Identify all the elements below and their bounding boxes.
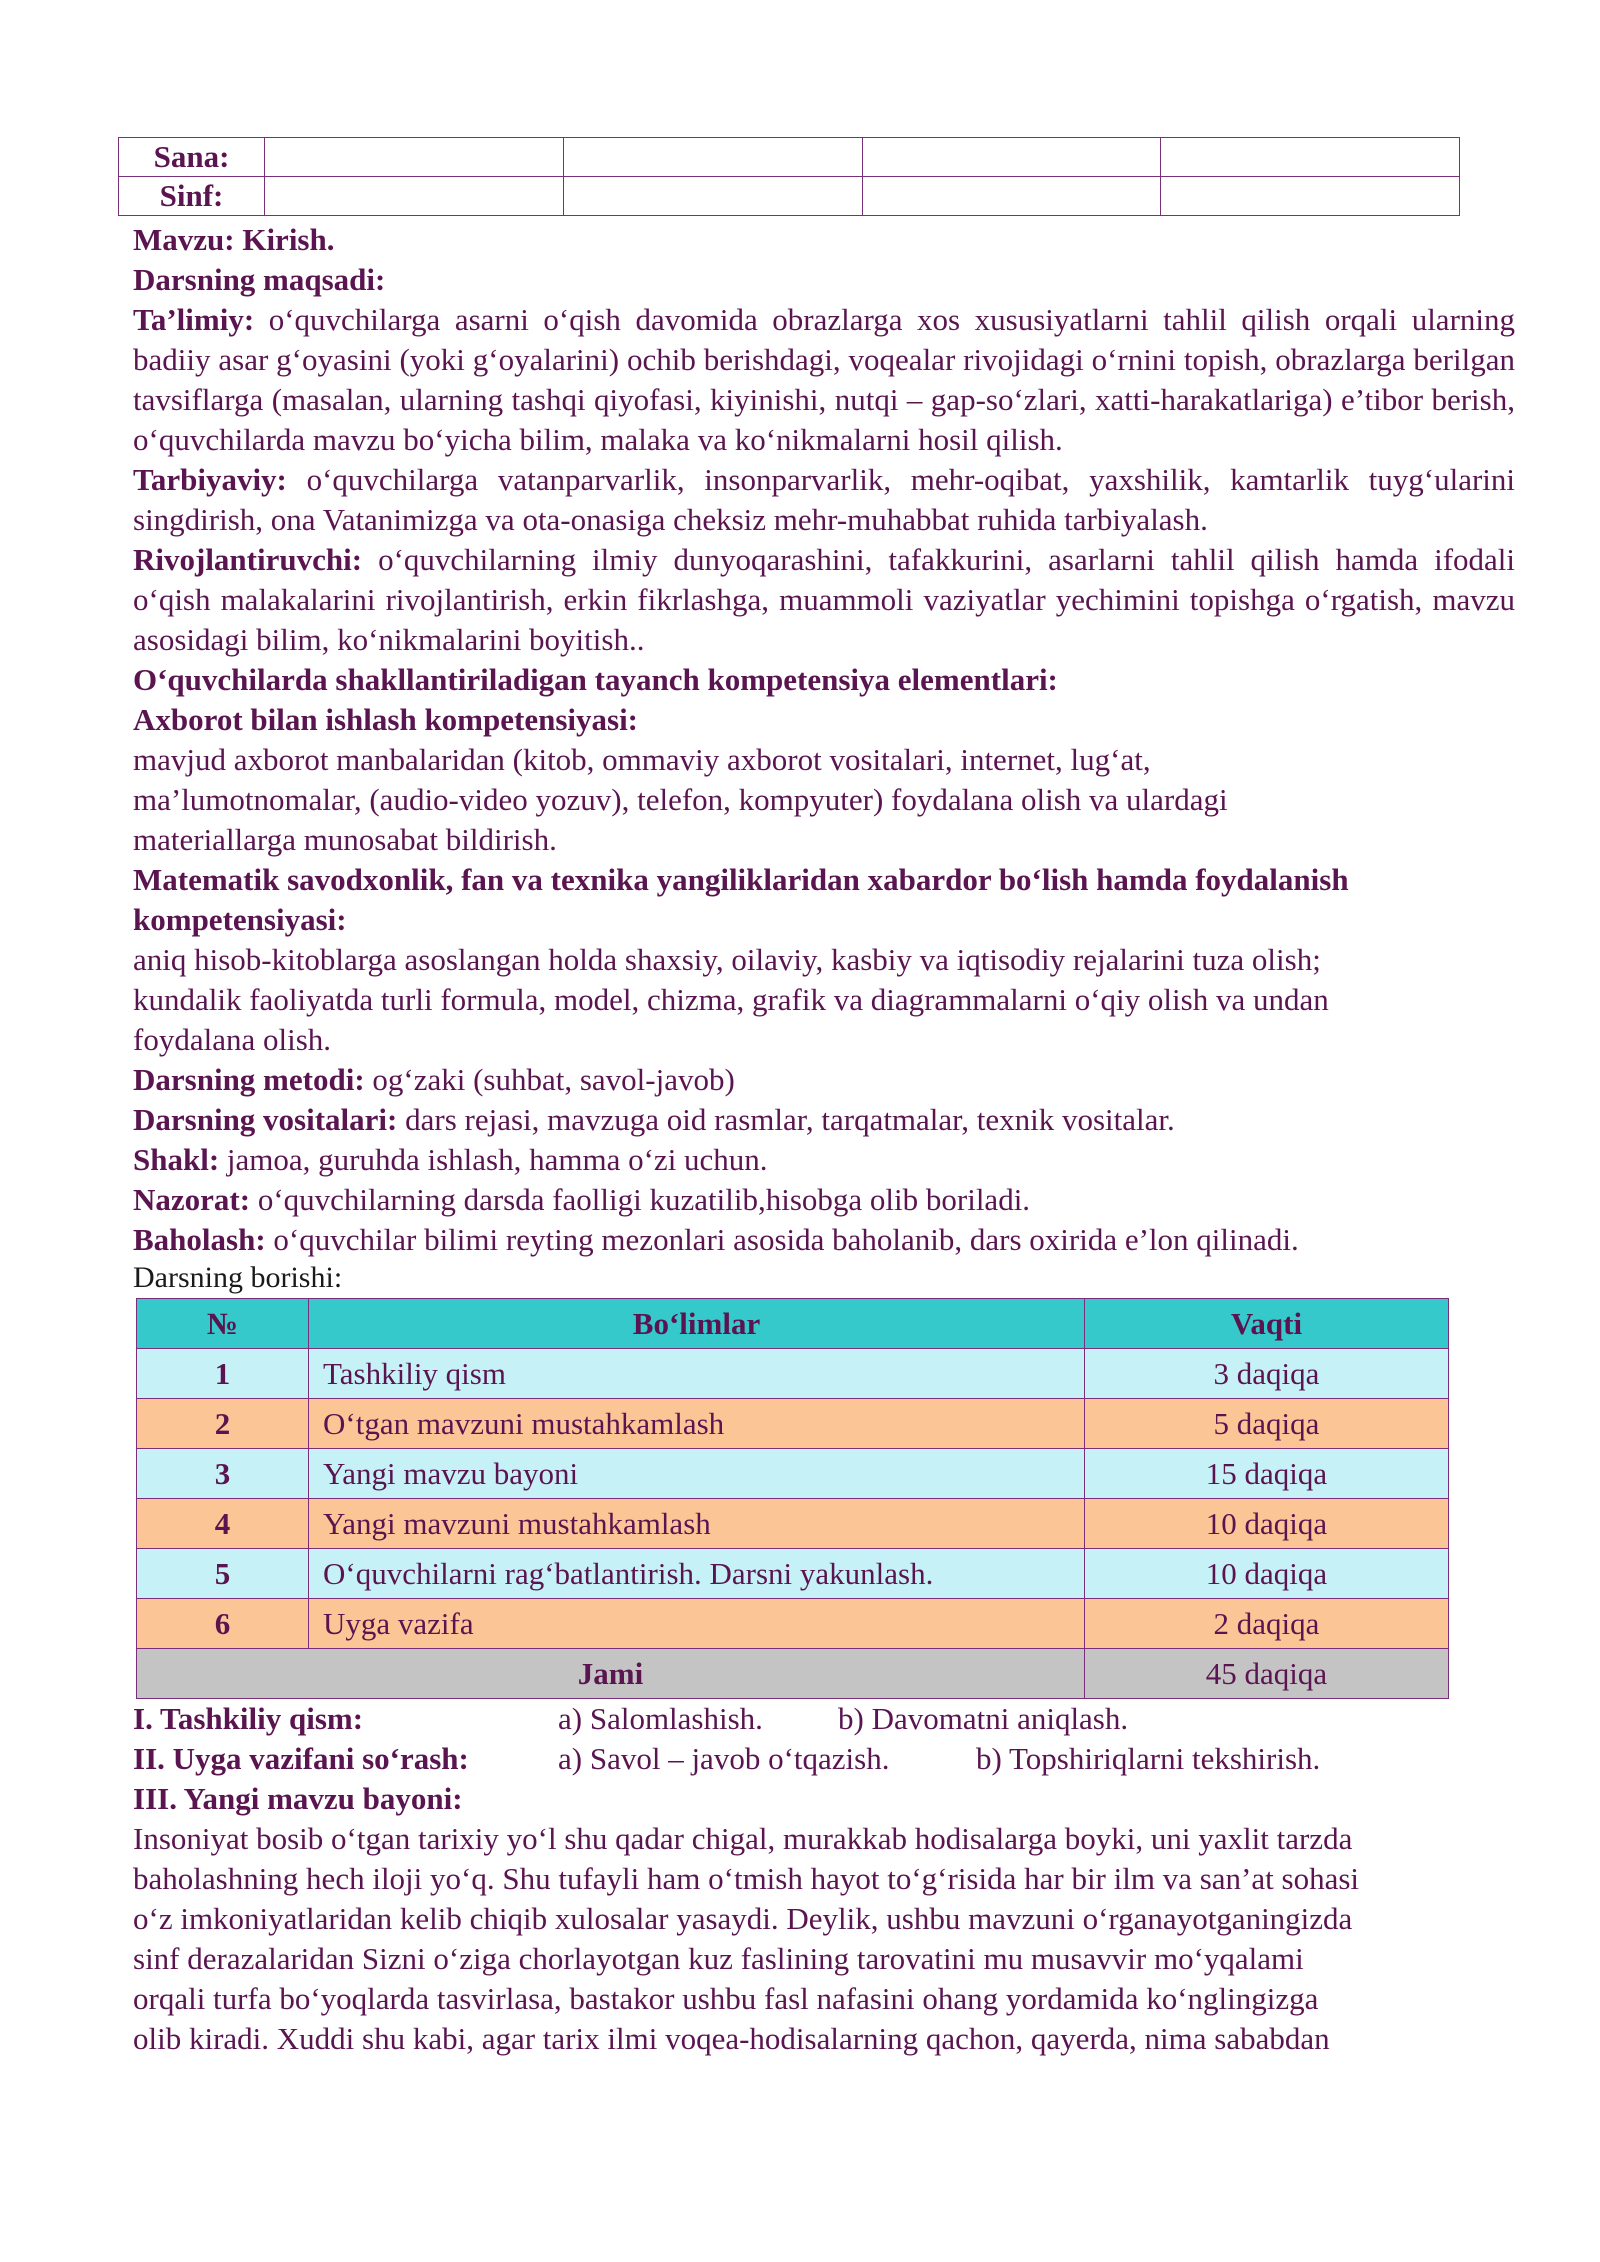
- developmental-goal-label: Rivojlantiruvchi:: [133, 542, 363, 577]
- new-topic-line: sinf derazalaridan Sizni o‘ziga chorlayotgan kuz faslining tarovatini mu musavvir mo‘yqalami: [133, 1941, 1304, 1976]
- lesson-tools-text: dars rejasi, mavzuga oid rasmlar, tarqatmalar, texnik vositalar.: [405, 1102, 1175, 1137]
- step-organization-label: I. Tashkiliy qism:: [133, 1701, 364, 1736]
- row-time: 10 daqiqa: [1085, 1549, 1449, 1599]
- math-competency-line: kundalik faoliyatda turli formula, model, chizma, grafik va diagrammalarni o‘qiy olish va undan: [133, 982, 1329, 1017]
- new-topic-line: o‘z imkoniyatlaridan kelib chiqib xulosalar yasaydi. Deylik, ushbu mavzuni o‘rganayotganingizda: [133, 1901, 1353, 1936]
- table-row: [137, 1599, 1449, 1649]
- math-competency-title: Matematik savodxonlik, fan va texnika yangiliklaridan xabardor bo‘lish hamda foydalanish kompetensiyasi:: [133, 862, 1349, 937]
- total-label: Jami: [137, 1649, 1085, 1699]
- row-number: 1: [137, 1349, 309, 1399]
- lesson-form: [133, 1140, 1515, 1180]
- lesson-flow-title: Darsning borishi:: [133, 1261, 343, 1294]
- sinf-cell: [265, 177, 564, 216]
- sana-label: Sana:: [119, 138, 265, 177]
- topic-title: Mavzu: Kirish.: [133, 222, 335, 257]
- lesson-assessment-label: Baholash:: [133, 1222, 266, 1257]
- sana-row: [119, 138, 1460, 177]
- sana-cell: [563, 138, 862, 177]
- lesson-tools: [133, 1100, 1515, 1140]
- row-time: 10 daqiqa: [1085, 1499, 1449, 1549]
- new-topic-line: baholashning hech iloji yo‘q. Shu tufayli ham o‘tmish hayot to‘g‘risida har bir ilm va san’at sohasi: [133, 1861, 1359, 1896]
- table-row: [137, 1499, 1449, 1549]
- info-competency-line: ma’lumotnomalar, (audio-video yozuv), telefon, kompyuter) foydalana olish va ulardagi: [133, 782, 1228, 817]
- row-time: 2 daqiqa: [1085, 1599, 1449, 1649]
- row-number: 4: [137, 1499, 309, 1549]
- total-time: 45 daqiqa: [1085, 1649, 1449, 1699]
- developmental-goal-text: o‘quvchilarning ilmiy dunyoqarashini, tafakkurini, asarlarni tahlil qilish hamda ifodali o‘qish malakalarini rivojlantirish, erkin fikrlashga, muammoli vaziyatlar yechimini topishga o‘rgatish, mavzu asosidagi bilim, ko‘nikmalarini boyitish..: [133, 542, 1516, 657]
- sinf-cell: [1161, 177, 1460, 216]
- sinf-label: Sinf:: [119, 177, 265, 216]
- info-competency-line: materiallarga munosabat bildirish.: [133, 822, 557, 857]
- row-number: 5: [137, 1549, 309, 1599]
- math-competency-line: foydalana olish.: [133, 1022, 332, 1057]
- educational-goal: [133, 300, 1515, 460]
- lesson-method-text: og‘zaki (suhbat, savol-javob): [372, 1062, 735, 1097]
- upbringing-goal-text: o‘quvchilarga vatanparvarlik, insonparvarlik, mehr-oqibat, yaxshilik, kamtarlik tuyg‘ularini singdirish, ona Vatanimizga va ota-onasiga cheksiz mehr-muhabbat ruhida tarbiyalash.: [133, 462, 1516, 537]
- row-number: 6: [137, 1599, 309, 1649]
- step-homework-check: [133, 1739, 1515, 1779]
- math-competency-line: aniq hisob-kitoblarga asoslangan holda shaxsiy, oilaviy, kasbiy va iqtisodiy rejalarini tuza olish;: [133, 942, 1321, 977]
- row-section: Yangi mavzuni mustahkamlash: [309, 1499, 1085, 1549]
- lesson-flow-table: [136, 1298, 1449, 1699]
- row-section: Tashkiliy qism: [309, 1349, 1085, 1399]
- new-topic-line: Insoniyat bosib o‘tgan tarixiy yo‘l shu qadar chigal, murakkab hodisalarga boyki, uni yaxlit tarzda: [133, 1821, 1353, 1856]
- step-homework-check-b: b) Topshiriqlarni tekshirish.: [976, 1741, 1321, 1776]
- date-class-table: [118, 137, 1460, 216]
- lesson-tools-label: Darsning vositalari:: [133, 1102, 398, 1137]
- educational-goal-text: o‘quvchilarga asarni o‘qish davomida obrazlarga xos xususiyatlarni tahlil qilish orqali ularning badiiy asar g‘oyasini (yoki g‘oyalarini) ochib berishdagi, voqealar rivojidagi o‘rnini topish, obrazlarga berilgan tavsiflarga (masalan, ularning tashqi qiyofasi, kiyinishi, nutqi – gap-so‘zlari, xatti-harakatlariga) e’tibor berish, o‘quvchilarda mavzu bo‘yicha bilim, malaka va ko‘nikmalarni hosil qilish.: [133, 302, 1516, 457]
- info-competency-line: mavjud axborot manbalaridan (kitob, ommaviy axborot vositalari, internet, lug‘at,: [133, 742, 1151, 777]
- sinf-cell: [862, 177, 1161, 216]
- sana-cell: [862, 138, 1161, 177]
- lesson-method: [133, 1060, 1515, 1100]
- row-time: 3 daqiqa: [1085, 1349, 1449, 1399]
- step-new-topic-label: III. Yangi mavzu bayoni:: [133, 1781, 463, 1816]
- new-topic-line: olib kiradi. Xuddi shu kabi, agar tarix ilmi voqea-hodisalarning qachon, qayerda, nima sababdan: [133, 2021, 1330, 2056]
- table-row: [137, 1399, 1449, 1449]
- sana-cell: [1161, 138, 1460, 177]
- competencies-title: O‘quvchilarda shakllantiriladigan tayanch kompetensiya elementlari:: [133, 662, 1058, 697]
- lesson-control-text: o‘quvchilarning darsda faolligi kuzatilib,hisobga olib boriladi.: [257, 1182, 1031, 1217]
- row-number: 3: [137, 1449, 309, 1499]
- lesson-control: [133, 1180, 1515, 1220]
- lesson-plan-content: [133, 220, 1515, 2059]
- lesson-form-text: jamoa, guruhda ishlash, hamma o‘zi uchun.: [226, 1142, 768, 1177]
- sinf-row: [119, 177, 1460, 216]
- sinf-cell: [563, 177, 862, 216]
- row-section: Yangi mavzu bayoni: [309, 1449, 1085, 1499]
- step-organization-a: a) Salomlashish.: [558, 1701, 763, 1736]
- goals-title: Darsning maqsadi:: [133, 262, 386, 297]
- row-section: Uyga vazifa: [309, 1599, 1085, 1649]
- row-time: 5 daqiqa: [1085, 1399, 1449, 1449]
- developmental-goal: [133, 540, 1515, 660]
- lesson-assessment: [133, 1220, 1515, 1260]
- header-sections: Bo‘limlar: [309, 1299, 1085, 1349]
- step-homework-check-a: a) Savol – javob o‘tqazish.: [558, 1741, 890, 1776]
- upbringing-goal-label: Tarbiyaviy:: [133, 462, 287, 497]
- row-number: 2: [137, 1399, 309, 1449]
- step-organization: [133, 1699, 1515, 1739]
- table-row: [137, 1349, 1449, 1399]
- step-organization-b: b) Davomatni aniqlash.: [838, 1701, 1129, 1736]
- lesson-control-label: Nazorat:: [133, 1182, 251, 1217]
- lesson-method-label: Darsning metodi:: [133, 1062, 365, 1097]
- table-total-row: [137, 1649, 1449, 1699]
- info-competency-title: Axborot bilan ishlash kompetensiyasi:: [133, 702, 639, 737]
- row-section: O‘quvchilarni rag‘batlantirish. Darsni yakunlash.: [309, 1549, 1085, 1599]
- upbringing-goal: [133, 460, 1515, 540]
- header-time: Vaqti: [1085, 1299, 1449, 1349]
- header-number: №: [137, 1299, 309, 1349]
- new-topic-line: orqali turfa bo‘yoqlarda tasvirlasa, bastakor ushbu fasl nafasini ohang yordamida ko‘nglingizga: [133, 1981, 1319, 2016]
- step-homework-check-label: II. Uyga vazifani so‘rash:: [133, 1741, 469, 1776]
- lesson-form-label: Shakl:: [133, 1142, 220, 1177]
- sana-cell: [265, 138, 564, 177]
- educational-goal-label: Ta’limiy:: [133, 302, 255, 337]
- table-row: [137, 1449, 1449, 1499]
- table-row: [137, 1549, 1449, 1599]
- row-time: 15 daqiqa: [1085, 1449, 1449, 1499]
- table-header-row: [137, 1299, 1449, 1349]
- row-section: O‘tgan mavzuni mustahkamlash: [309, 1399, 1085, 1449]
- lesson-assessment-text: o‘quvchilar bilimi reyting mezonlari asosida baholanib, dars oxirida e’lon qilinadi.: [273, 1222, 1299, 1257]
